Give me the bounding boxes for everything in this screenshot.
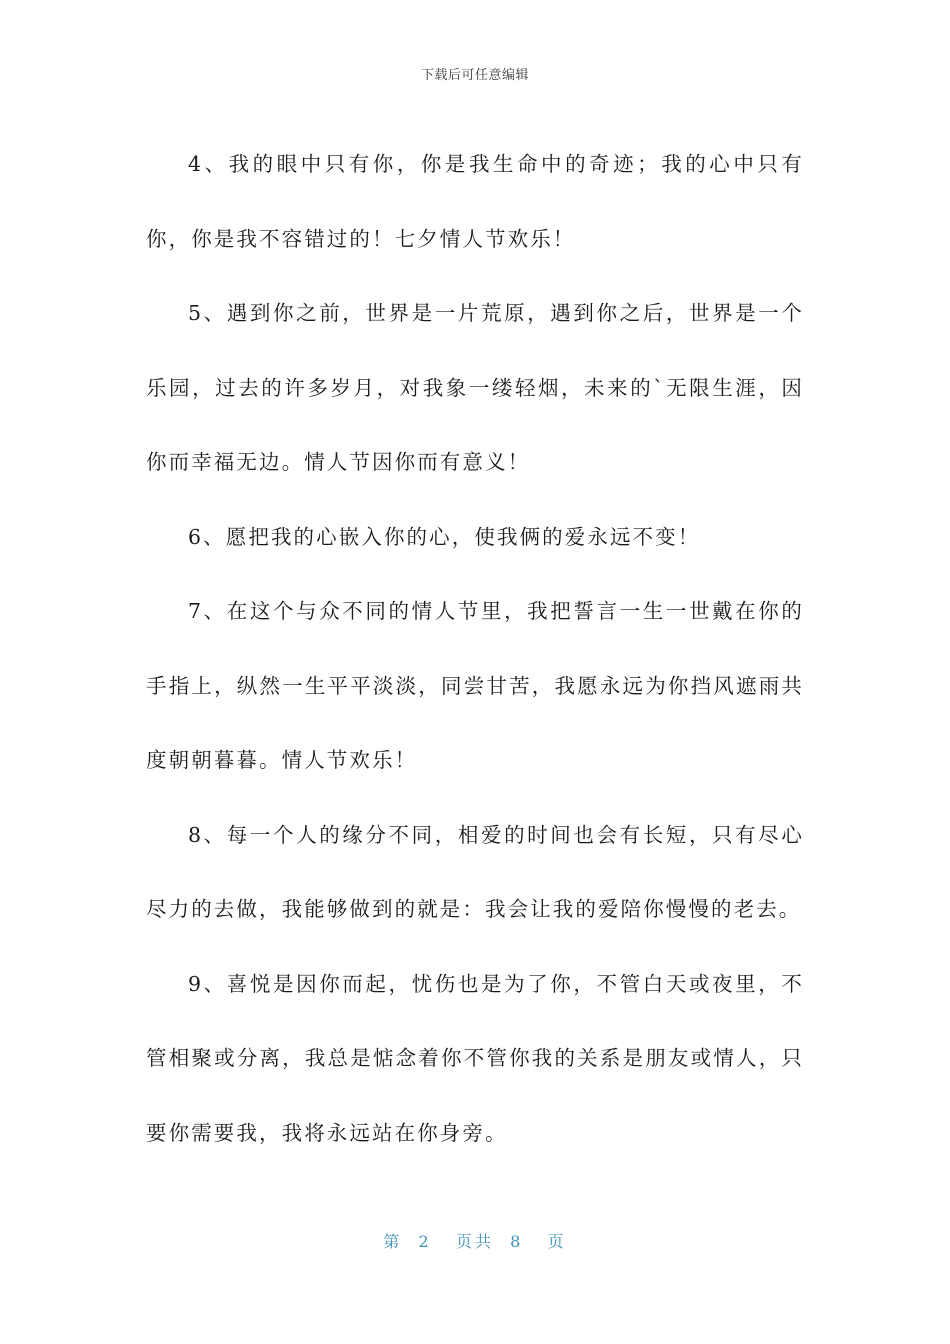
paragraph-8: 8、每一个人的缘分不同，相爱的时间也会有长短，只有尽心尽力的去做，我能够做到的就是：我会让我的爱陪你慢慢的老去。 — [146, 822, 804, 921]
footer-suffix: 页 — [547, 1232, 567, 1251]
footer-prefix: 第 — [383, 1232, 403, 1251]
document-body — [146, 127, 804, 1170]
page-footer — [0, 1229, 950, 1252]
footer-current-page: 2 — [418, 1232, 432, 1251]
paragraph-9: 9、喜悦是因你而起，忧伤也是为了你，不管白天或夜里，不管相聚或分离，我总是惦念着你不管你我的关系是朋友或情人，只要你需要我，我将永远站在你身旁。 — [146, 971, 804, 1145]
paragraph-4: 4、我的眼中只有你，你是我生命中的奇迹；我的心中只有你，你是我不容错过的！七夕情人节欢乐！ — [146, 152, 804, 251]
footer-middle: 页共 — [455, 1232, 494, 1251]
paragraph-5: 5、遇到你之前，世界是一片荒原，遇到你之后，世界是一个乐园，过去的许多岁月，对我象一缕轻烟，未来的`无限生涯，因你而幸福无边。情人节因你而有意义！ — [146, 301, 804, 474]
paragraph-7: 7、在这个与众不同的情人节里，我把誓言一生一世戴在你的手指上，纵然一生平平淡淡，同尝甘苦，我愿永远为你挡风遮雨共度朝朝暮暮。情人节欢乐！ — [146, 599, 804, 772]
footer-total-pages: 8 — [510, 1232, 524, 1251]
page-header: 下载后可任意编辑 — [420, 68, 529, 83]
paragraph-6: 6、愿把我的心嵌入你的心，使我俩的爱永远不变！ — [188, 524, 701, 549]
